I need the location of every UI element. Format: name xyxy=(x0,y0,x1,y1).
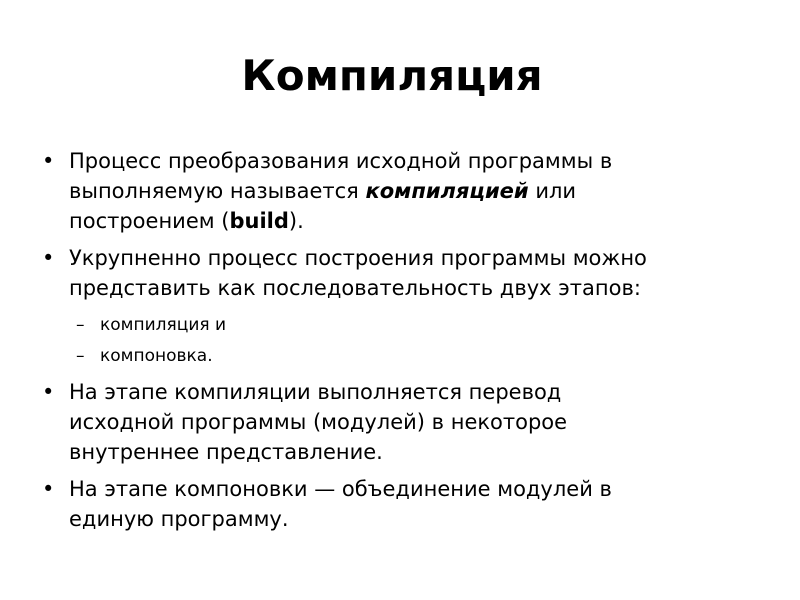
bullet-text: или xyxy=(528,179,577,203)
slide-title: Компиляция xyxy=(241,51,543,100)
bullet-line: единую программу. xyxy=(69,507,289,531)
bullet-line: Процесс преобразования исходной программы в xyxy=(69,149,613,173)
sub-item-linking xyxy=(42,341,772,371)
sub-item-text: компиляция и xyxy=(100,315,227,335)
bullet-marker: • xyxy=(42,477,55,501)
bullet-item-build-stages xyxy=(42,243,772,303)
bullet-text: ). xyxy=(288,209,304,233)
bullet-line: Укрупненно процесс построения программы можно xyxy=(69,246,647,270)
bullet-marker: • xyxy=(42,380,55,404)
sub-bullet-marker: – xyxy=(76,315,85,335)
sub-item-text: компоновка. xyxy=(100,346,213,366)
sub-bullet-marker: – xyxy=(76,346,85,366)
bullet-item-compilation-definition xyxy=(42,146,772,236)
bullet-line: внутреннее представление. xyxy=(69,440,383,464)
bullet-item-linking-stage xyxy=(42,474,772,534)
emphasis-term: компиляцией xyxy=(365,179,529,203)
sub-item-compilation xyxy=(42,310,772,340)
bullet-line xyxy=(69,176,772,206)
bullet-list xyxy=(42,146,772,541)
bullet-text: построением ( xyxy=(69,209,230,233)
bullet-item-compilation-stage xyxy=(42,377,772,467)
bullet-marker: • xyxy=(42,246,55,270)
bullet-line: исходной программы (модулей) в некоторое xyxy=(69,410,568,434)
bullet-line: представить как последовательность двух этапов: xyxy=(69,276,641,300)
build-term: build xyxy=(229,209,289,233)
bullet-text: выполняемую называется xyxy=(69,179,366,203)
bullet-line: На этапе компоновки — объединение модулей в xyxy=(69,477,612,501)
bullet-line: На этапе компиляции выполняется перевод xyxy=(69,380,562,404)
bullet-line xyxy=(69,206,772,236)
bullet-marker: • xyxy=(42,149,55,173)
